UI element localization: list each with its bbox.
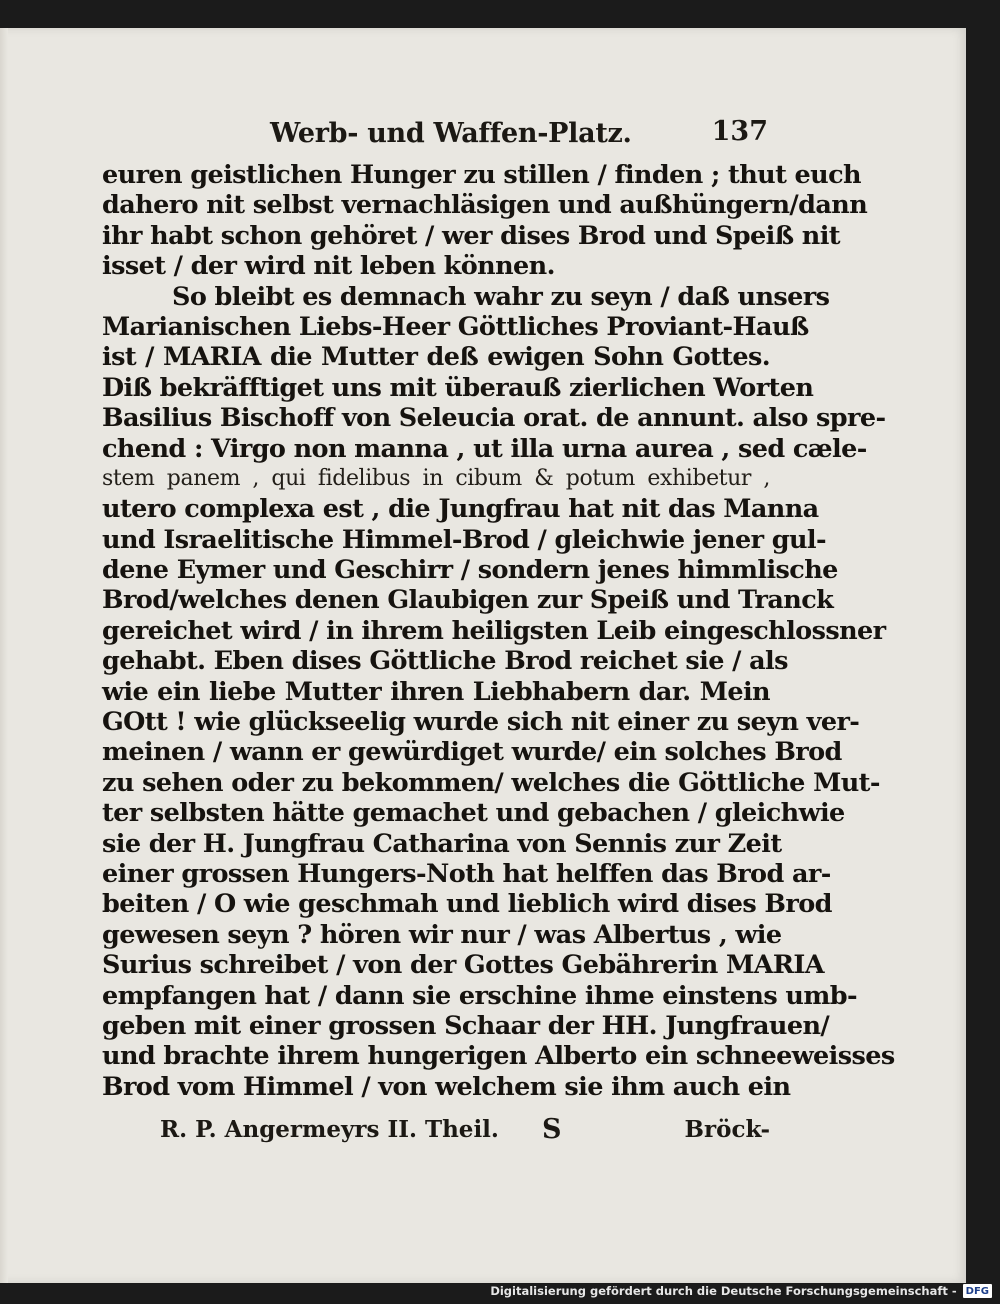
text-line: sie der H. Jungfrau Catharina von Sennis zur Zeit: [102, 828, 782, 859]
text-line: Brod vom Himmel / von welchem sie ihm auch ein: [102, 1071, 791, 1102]
text-line: ter selbsten hätte gemachet und gebachen / gleichwie: [102, 798, 845, 829]
page-gutter-shadow: [0, 28, 8, 1283]
text-line: Basilius Bischoff von Seleucia orat. de annunt. also spre-: [102, 403, 886, 434]
text-line: So bleibt es demnach wahr zu seyn / daß unsers: [172, 281, 830, 312]
text-line: GOtt ! wie glückseelig wurde sich nit einer zu seyn ver-: [102, 707, 860, 738]
text-line: einer grossen Hungers-Noth hat helffen das Brod ar-: [102, 858, 831, 889]
credit-text: Digitalisierung gefördert durch die Deutsche Forschungsgemeinschaft -: [490, 1284, 957, 1298]
text-line: stem panem , qui fidelibus in cibum & potum exhibetur ,: [102, 465, 770, 491]
text-line: meinen / wann er gewürdiget wurde/ ein solches Brod: [102, 737, 842, 768]
text-line: gehabt. Eben dises Göttliche Brod reichet sie / als: [102, 646, 788, 677]
text-line: euren geistlichen Hunger zu stillen / finden ; thut euch: [102, 160, 861, 190]
body-text: [102, 160, 895, 1102]
text-line: gewesen seyn ? hören wir nur / was Albertus , wie: [102, 919, 782, 950]
text-line: dene Eymer und Geschirr / sondern jenes himmlische: [102, 555, 838, 586]
text-line: gereichet wird / in ihrem heiligsten Leib eingeschlossner: [102, 615, 886, 646]
running-title: Werb- und Waffen-Platz.: [270, 118, 632, 149]
page-footer: [160, 1116, 770, 1150]
text-line: wie ein liebe Mutter ihren Liebhabern dar. Mein: [102, 676, 770, 707]
footer-author-volume: R. P. Angermeyrs II. Theil.: [160, 1116, 499, 1143]
text-line: ihr habt schon gehöret / wer dises Brod und Speiß nit: [102, 220, 840, 251]
text-line: isset / der wird nit leben können.: [102, 251, 555, 282]
text-line: Marianischen Liebs-Heer Göttliches Proviant-Hauß: [102, 311, 809, 342]
text-line: Diß bekräfftiget uns mit überauß zierlichen Worten: [102, 372, 814, 403]
text-line: beiten / O wie geschmah und lieblich wird dises Brod: [102, 889, 832, 920]
text-line: utero complexa est , die Jungfrau hat nit das Manna: [102, 494, 819, 525]
text-line: Brod/welches denen Glaubigen zur Speiß und Tranck: [102, 585, 834, 616]
book-page: [0, 28, 966, 1283]
text-line: Surius schreibet / von der Gottes Gebährerin MARIA: [102, 950, 824, 981]
page-header: [270, 116, 768, 156]
text-line: und Israelitische Himmel-Brod / gleichwie jener gul-: [102, 524, 826, 555]
digitization-credit: [490, 1282, 992, 1300]
text-line: empfangen hat / dann sie erschine ihme einstens umb-: [102, 980, 857, 1011]
text-line: geben mit einer grossen Schaar der HH. Jungfrauen/: [102, 1010, 830, 1041]
catchword: Bröck-: [684, 1116, 770, 1143]
text-line: und brachte ihrem hungerigen Alberto ein schneeweisses: [102, 1041, 895, 1072]
text-line: dahero nit selbst vernachläsigen und außhüngern/dann: [102, 190, 868, 221]
signature-mark: S: [542, 1114, 562, 1145]
text-line: chend : Virgo non manna , ut illa urna aurea , sed cæle-: [102, 433, 867, 464]
dfg-logo: DFG: [963, 1284, 992, 1298]
text-line: zu sehen oder zu bekommen/ welches die Göttliche Mut-: [102, 767, 880, 798]
page-number: 137: [711, 116, 768, 147]
text-line: ist / MARIA die Mutter deß ewigen Sohn Gottes.: [102, 342, 770, 373]
